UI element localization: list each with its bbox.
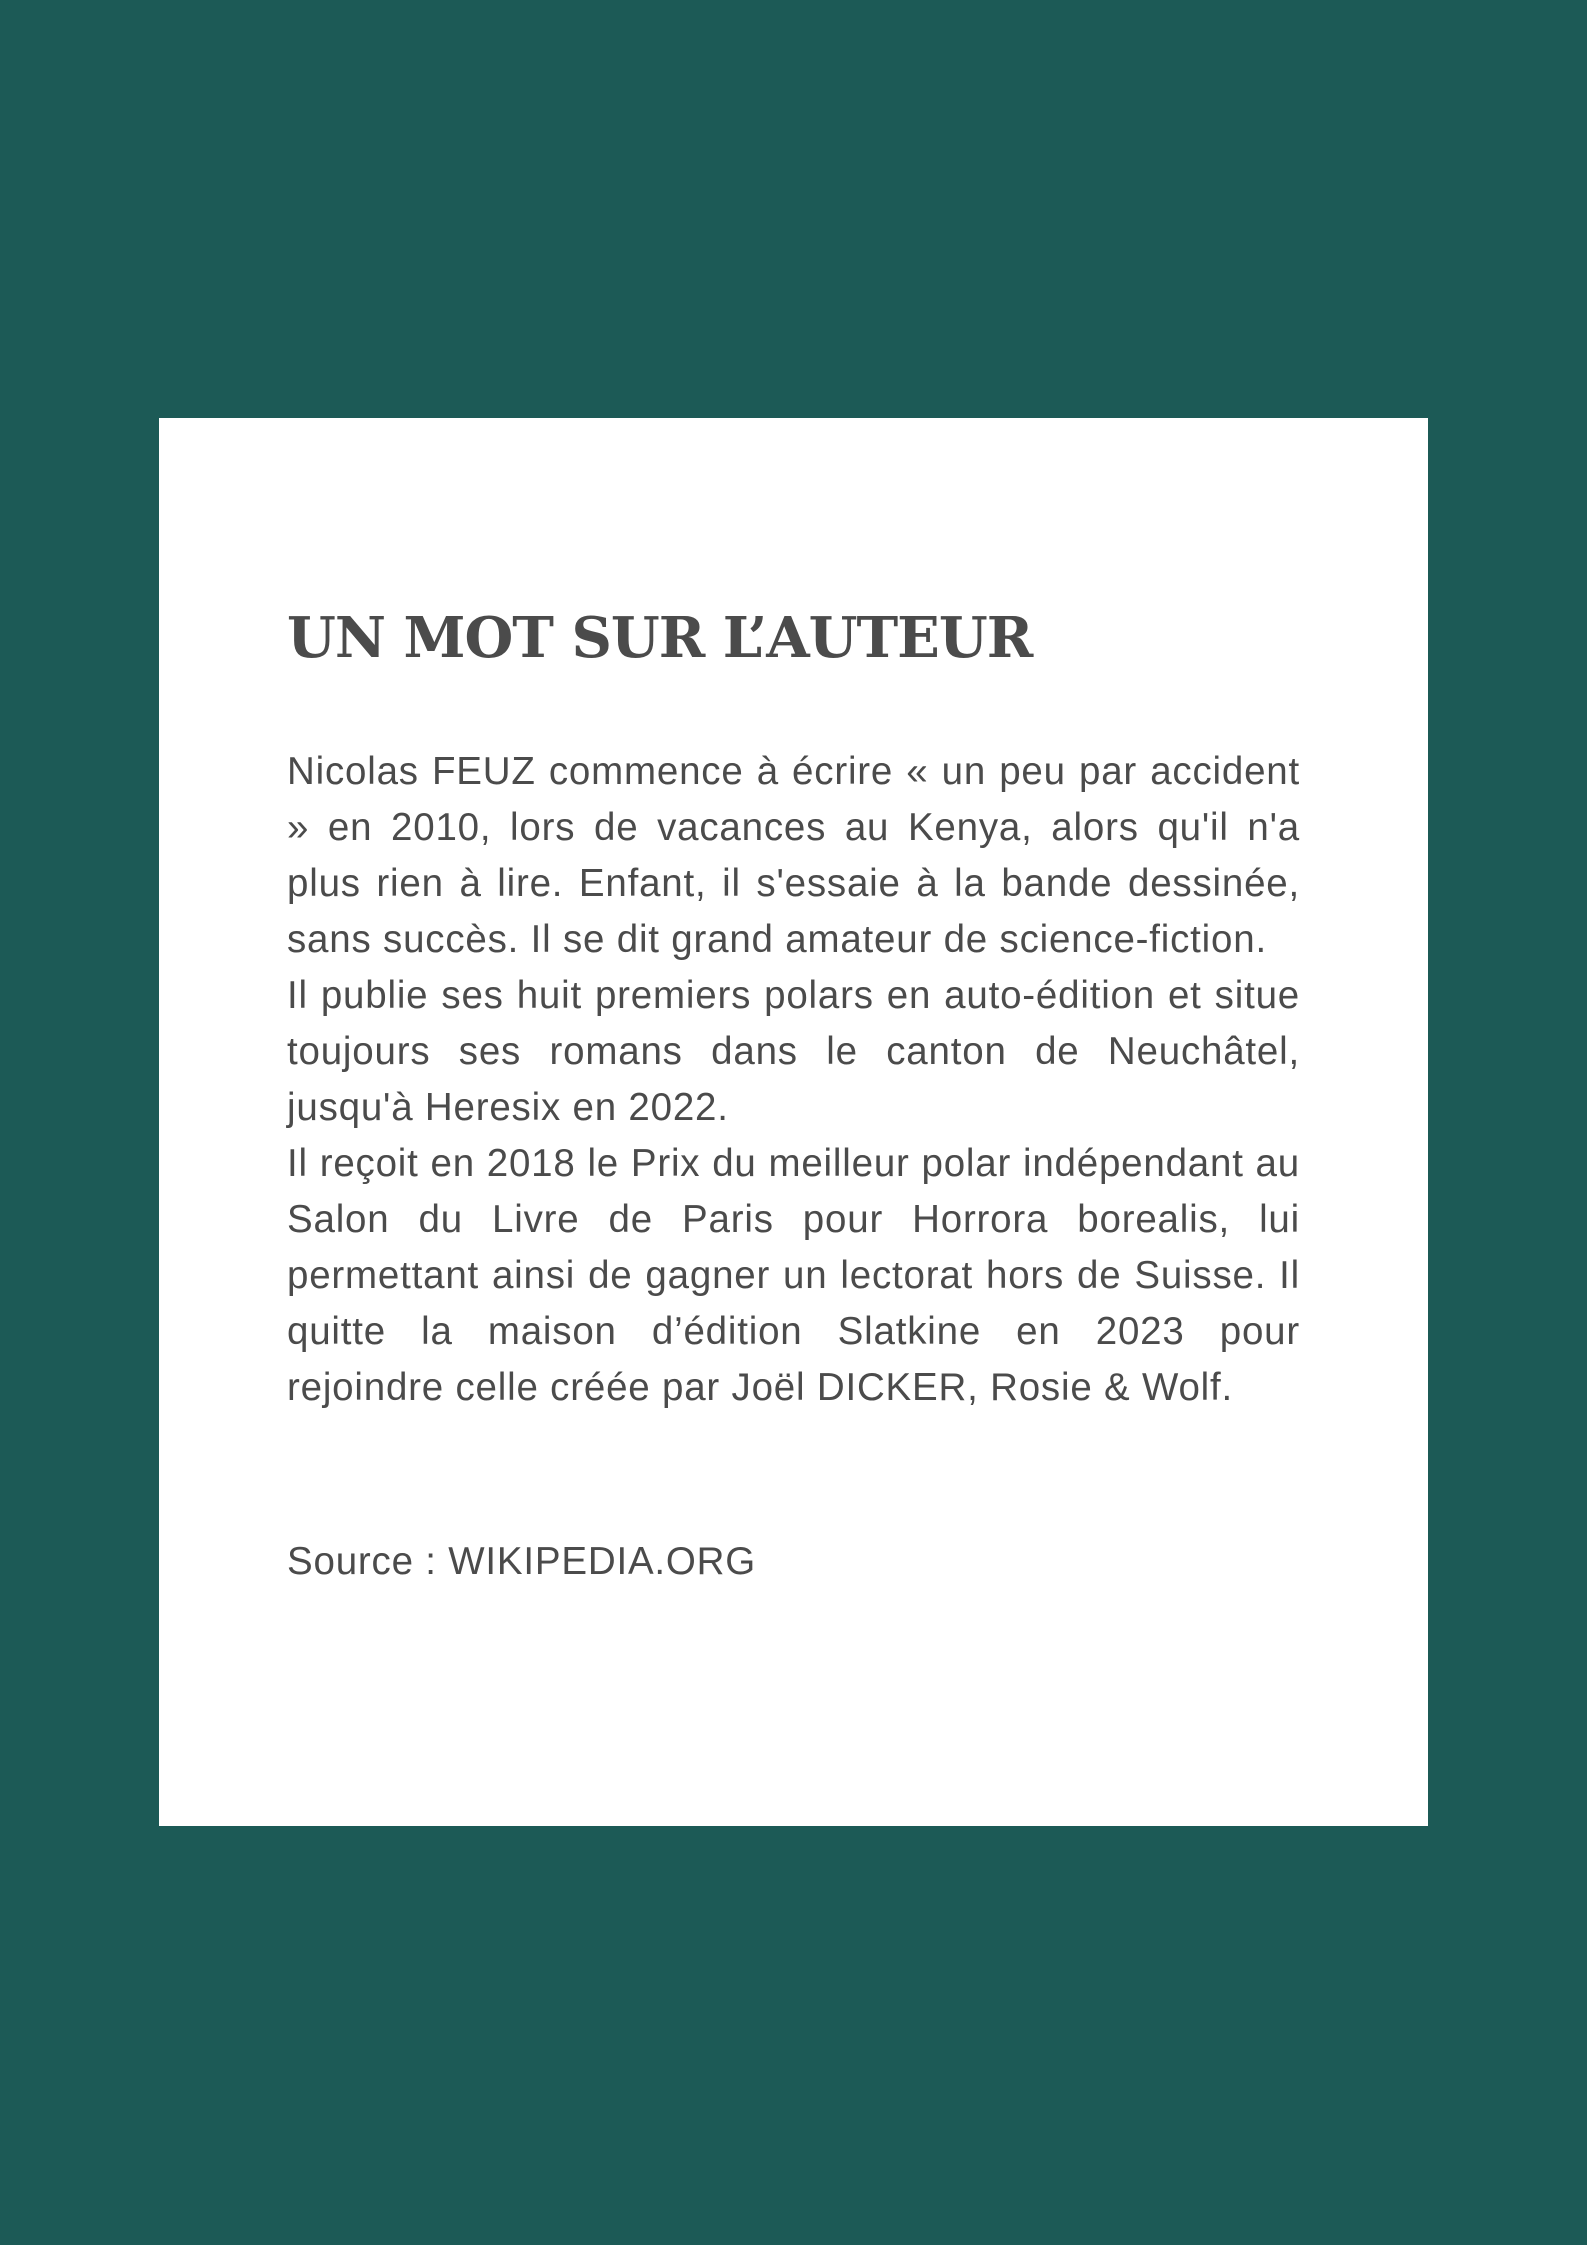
author-card: [159, 418, 1428, 1826]
section-title: UN MOT SUR L’AUTEUR: [287, 605, 1033, 671]
bio-paragraph: Il reçoit en 2018 le Prix du meilleur polar indépendant au Salon du Livre de Paris pour Horrora borealis, lui permettant ainsi de gagner un lectorat hors de Suisse. Il quitte la maison d’édition Slatkine en 2023 pour rejoindre celle créée par Joël DICKER, Rosie & Wolf.: [287, 1141, 1300, 1409]
bio-paragraph: Il publie ses huit premiers polars en auto-édition et situe toujours ses romans dans le canton de Neuchâtel, jusqu'à Heresix en 2022.: [287, 973, 1300, 1129]
author-bio: [287, 744, 1300, 1416]
bio-paragraph: Nicolas FEUZ commence à écrire « un peu par accident » en 2010, lors de vacances au Kenya, alors qu'il n'a plus rien à lire. Enfant, il s'essaie à la bande dessinée, sans succès. Il se dit grand amateur de science-fiction.: [287, 749, 1300, 961]
source-credit: Source : WIKIPEDIA.ORG: [287, 1539, 757, 1583]
